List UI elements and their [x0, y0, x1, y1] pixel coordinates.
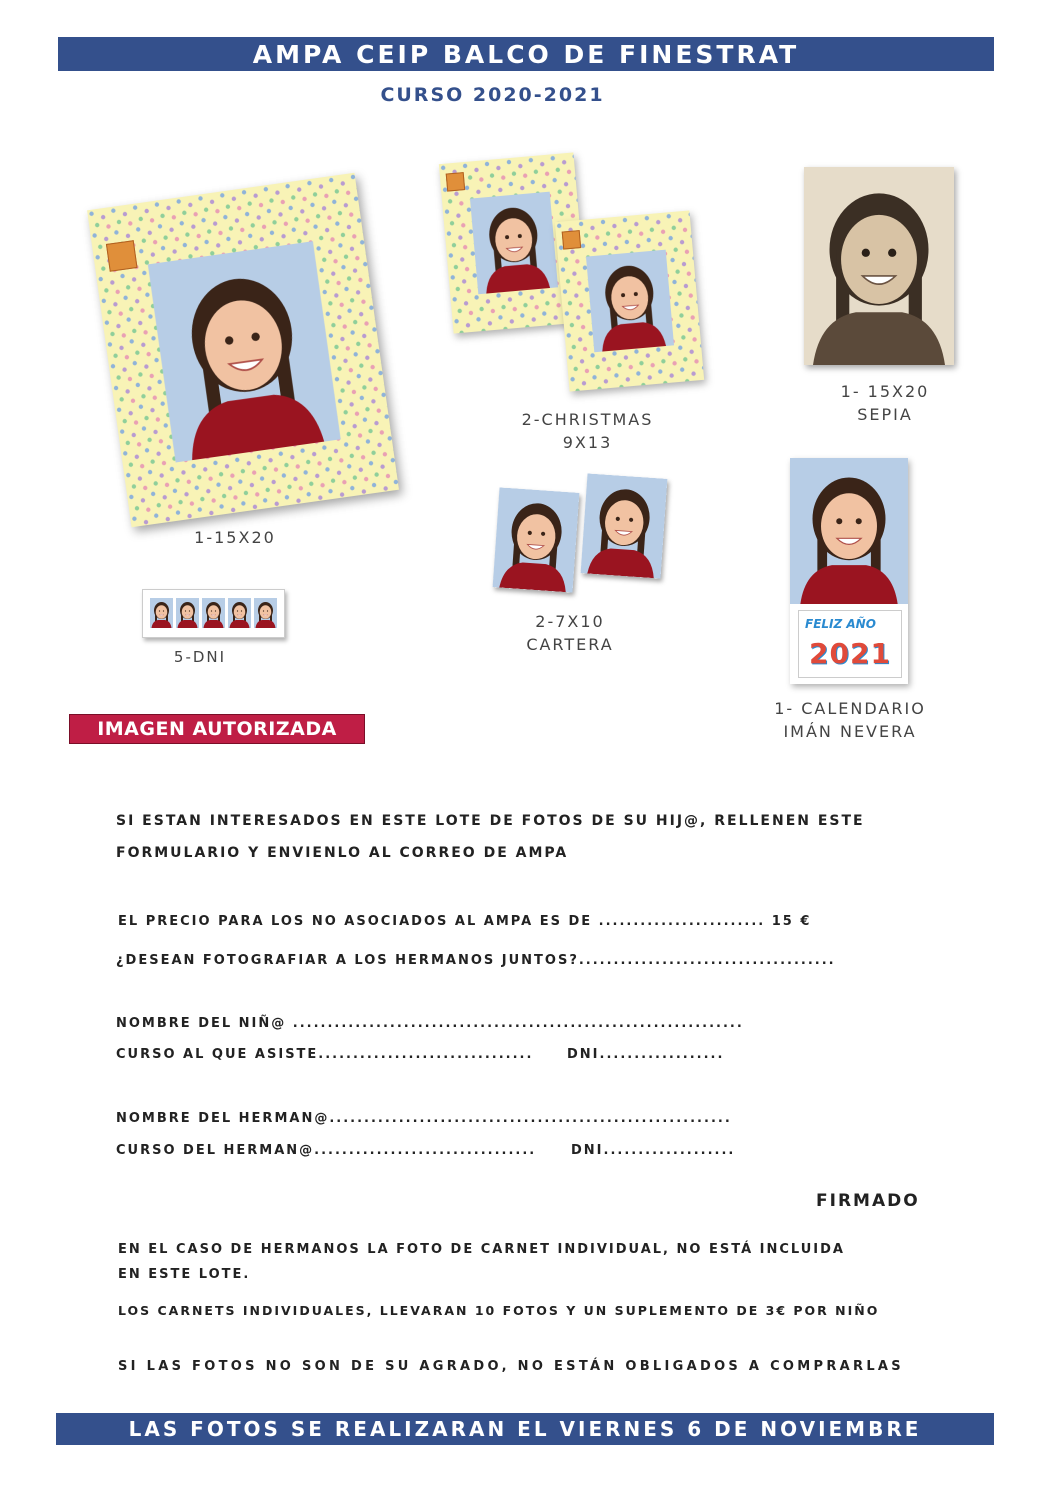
calendar-caption [755, 697, 945, 743]
calendar-greeting: FELIZ AÑO [805, 617, 876, 631]
sibling-dni-field[interactable]: DNI................... [571, 1143, 736, 1158]
large-frame-image [87, 173, 399, 527]
note-2: LOS CARNETS INDIVIDUALES, LLEVARAN 10 FOTOS Y UN SUPLEMENTO DE 3€ POR NIÑO [118, 1303, 880, 1318]
child-name-field[interactable]: NOMBRE DEL NIÑ@ ................................................................. [116, 1016, 744, 1031]
sepia-caption-line1: 1- 15X20 [840, 382, 930, 401]
intro-line-2: FORMULARIO Y ENVIENLO AL CORREO DE AMPA [116, 845, 569, 861]
sepia-photo [804, 167, 954, 365]
wallet-caption-line1: 2-7X10 [535, 612, 605, 631]
note-1-line-1: EN EL CASO DE HERMANOS LA FOTO DE CARNET INDIVIDUAL, NO ESTÁ INCLUIDA [118, 1242, 845, 1257]
note-1-line-2: EN ESTE LOTE. [118, 1267, 251, 1282]
calendar-year: 2021 [809, 637, 891, 670]
course-subtitle: CURSO 2020-2021 [380, 84, 605, 106]
christmas-caption [480, 408, 695, 454]
wallet-photo-1 [493, 487, 580, 592]
wallet-caption [480, 610, 660, 656]
christmas-frame-2 [555, 210, 704, 391]
dni-strip [142, 589, 285, 638]
gift-icon [106, 240, 138, 272]
christmas-caption-line1: 2-CHRISTMAS [521, 410, 654, 429]
child-course-field[interactable]: CURSO AL QUE ASISTE............................... [116, 1047, 534, 1062]
sepia-caption [800, 380, 970, 426]
child-dni-field[interactable]: DNI.................. [567, 1047, 725, 1062]
wallet-photo-2 [581, 473, 668, 578]
dni-caption: 5-DNI [173, 648, 227, 666]
large-frame-product [87, 173, 399, 527]
footer-banner: LAS FOTOS SE REALIZARAN EL VIERNES 6 DE NOVIEMBRE [56, 1413, 994, 1445]
sibling-name-field[interactable]: NOMBRE DEL HERMAN@.......................................................... [116, 1111, 732, 1126]
signed-label: FIRMADO [816, 1191, 920, 1211]
calendar-magnet [790, 458, 908, 684]
price-line: EL PRECIO PARA LOS NO ASOCIADOS AL AMPA ES DE ........................ 15 € [118, 914, 812, 929]
intro-line-1: SI ESTAN INTERESADOS EN ESTE LOTE DE FOTOS DE SU HIJ@, RELLENEN ESTE [116, 813, 865, 829]
christmas-caption-line2: 9X13 [562, 433, 613, 452]
gift-icon [562, 230, 582, 250]
gift-icon [446, 172, 466, 192]
sibling-course-field[interactable]: CURSO DEL HERMAN@................................ [116, 1143, 537, 1158]
sepia-caption-line2: SEPIA [857, 405, 913, 424]
title-banner: AMPA CEIP BALCO DE FINESTRAT [58, 37, 994, 71]
large-frame-caption: 1-15X20 [194, 528, 276, 547]
calendar-caption-line1: 1- CALENDARIO [774, 699, 926, 718]
siblings-question: ¿DESEAN FOTOGRAFIAR A LOS HERMANOS JUNTOS?..................................... [116, 953, 836, 968]
calendar-card [798, 610, 902, 678]
calendar-caption-line2: IMÁN NEVERA [783, 722, 917, 741]
authorized-image-badge: IMAGEN AUTORIZADA [69, 714, 365, 744]
wallet-caption-line2: CARTERA [526, 635, 614, 654]
note-3: SI LAS FOTOS NO SON DE SU AGRADO, NO ESTÁN OBLIGADOS A COMPRARLAS [118, 1359, 904, 1374]
